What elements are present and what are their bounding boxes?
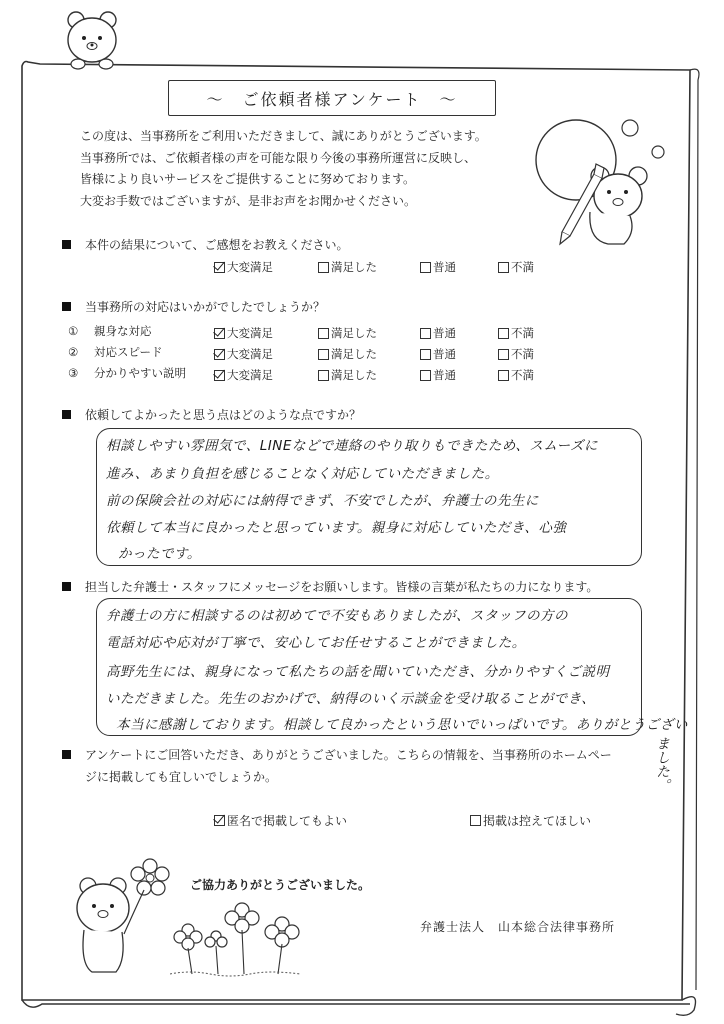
q1-option-normal[interactable] <box>420 259 456 275</box>
option-label: 普通 <box>433 347 456 361</box>
q2-row2-normal[interactable] <box>420 346 456 362</box>
q2-row1-normal[interactable] <box>420 325 456 341</box>
q1-option-very-satisfied[interactable] <box>214 259 273 275</box>
bullet-square-icon <box>62 410 71 419</box>
handwritten-line: 本当に感謝しております。相談して良かったという思いでいっぱいです。ありがとうござい <box>116 717 688 733</box>
option-label: 大変満足 <box>227 368 273 382</box>
option-label: 匿名で掲載してもよい <box>227 814 348 828</box>
option-label: 普通 <box>433 368 456 382</box>
q2-row2-satisfied[interactable] <box>318 346 377 362</box>
checkbox-checked-icon[interactable] <box>214 370 225 381</box>
q2-item-clarity <box>68 365 186 381</box>
checkbox-icon[interactable] <box>420 349 431 360</box>
intro-line: この度は、当事務所をご利用いただきまして、誠にありがとうございます。 <box>80 129 487 143</box>
option-label: 不満 <box>511 326 534 340</box>
q5-option-anonymous[interactable] <box>214 812 347 829</box>
option-label: 普通 <box>433 260 456 274</box>
checkbox-icon[interactable] <box>420 370 431 381</box>
question-text: 依頼してよかったと思う点はどのような点ですか？ <box>85 408 362 422</box>
q2-row1-satisfied[interactable] <box>318 325 377 341</box>
checkbox-icon[interactable] <box>318 262 329 273</box>
option-label: 満足した <box>331 260 377 274</box>
handwritten-line: 相談しやすい雰囲気で、LINEなどで連絡のやり取りもできたため、スムーズに <box>106 438 598 454</box>
checkbox-icon[interactable] <box>498 370 509 381</box>
question-text: 当事務所の対応はいかがでしたでしょうか？ <box>85 300 326 314</box>
q1-option-dissatisfied[interactable] <box>498 259 534 275</box>
checkbox-icon[interactable] <box>420 262 431 273</box>
clover-flowers-icon <box>170 900 310 980</box>
q5-option-decline[interactable] <box>470 812 591 829</box>
handwritten-line: 依頼して本当に良かったと思っています。親身に対応していただき、心強 <box>106 520 567 536</box>
question-text: 本件の結果について、ご感想をお教えください。 <box>85 238 349 252</box>
checkbox-checked-icon[interactable] <box>214 328 225 339</box>
item-label: 分かりやすい説明 <box>94 366 186 380</box>
option-label: 大変満足 <box>227 347 273 361</box>
checkbox-icon[interactable] <box>498 328 509 339</box>
survey-title: ～ ご依頼者様アンケート ～ <box>168 80 496 116</box>
checkbox-checked-icon[interactable] <box>214 349 225 360</box>
intro-line: 皆様により良いサービスをご提供することに努めております。 <box>80 172 416 186</box>
q2-row1-dissatisfied[interactable] <box>498 325 534 341</box>
bullet-square-icon <box>62 582 71 591</box>
option-label: 不満 <box>511 368 534 382</box>
option-label: 普通 <box>433 326 456 340</box>
q2-row2-very-satisfied[interactable] <box>214 346 273 362</box>
question-text: アンケートにご回答いただき、ありがとうございました。こちらの情報を、当事務所のホームペー <box>85 748 612 762</box>
question-text: 担当した弁護士・スタッフにメッセージをお願いします。皆様の言葉が私たちの力になります。 <box>85 580 599 594</box>
bullet-square-icon <box>62 240 71 249</box>
intro-line: 大変お手数ではございますが、是非お声をお聞かせください。 <box>80 193 417 208</box>
bear-peeking-icon <box>62 8 122 72</box>
checkbox-checked-icon[interactable] <box>214 815 225 826</box>
question-good-points <box>62 406 361 423</box>
question-publish <box>62 746 612 763</box>
bear-with-flower-icon <box>72 856 182 978</box>
option-label: 不満 <box>511 347 534 361</box>
option-label: 大変満足 <box>227 260 273 274</box>
option-label: 掲載は控えてほしい <box>483 814 592 828</box>
question-text-cont: ジに掲載しても宜しいでしょうか。 <box>85 770 278 784</box>
question-message <box>62 578 598 595</box>
question-service <box>62 298 325 315</box>
item-number: ① <box>68 324 79 338</box>
q2-row3-dissatisfied[interactable] <box>498 367 534 383</box>
bear-with-pencil-icon <box>512 112 682 252</box>
intro-line: 当事務所では、ご依頼者様の声を可能な限り今後の事務所運営に反映し、 <box>80 150 477 165</box>
handwritten-line: 前の保険会社の対応には納得できず、不安でしたが、弁護士の先生に <box>106 493 539 509</box>
item-label: 親身な対応 <box>94 324 152 338</box>
q1-option-satisfied[interactable] <box>318 259 377 275</box>
firm-name: 弁護士法人 山本総合法律事務所 <box>420 920 616 934</box>
intro-text <box>80 126 540 212</box>
thanks-message: ご協力ありがとうございました。 <box>190 878 371 892</box>
checkbox-icon[interactable] <box>498 349 509 360</box>
handwritten-line: 進み、あまり負担を感じることなく対応していただきました。 <box>106 466 499 482</box>
checkbox-icon[interactable] <box>498 262 509 273</box>
option-label: 満足した <box>331 326 377 340</box>
q2-item-kindness <box>68 323 152 339</box>
q2-row3-satisfied[interactable] <box>318 367 377 383</box>
checkbox-icon[interactable] <box>318 328 329 339</box>
q2-row1-very-satisfied[interactable] <box>214 325 273 341</box>
handwritten-line: 高野先生には、親身になって私たちの話を聞いていただき、分かりやすくご説明 <box>106 664 610 680</box>
option-label: 満足した <box>331 368 377 382</box>
item-number: ② <box>68 345 79 359</box>
handwritten-overflow: ました。 <box>654 736 670 792</box>
q2-item-speed <box>68 344 163 360</box>
q2-row3-normal[interactable] <box>420 367 456 383</box>
handwritten-line: いただきました。先生のおかげで、納得のいく示談金を受け取ることができ、 <box>106 691 596 707</box>
handwritten-line: 電話対応や応対が丁寧で、安心してお任せすることができました。 <box>106 635 526 651</box>
item-number: ③ <box>68 366 79 380</box>
question-result <box>62 236 349 253</box>
handwritten-line: かったです。 <box>118 546 201 562</box>
q2-row3-very-satisfied[interactable] <box>214 367 273 383</box>
bullet-square-icon <box>62 302 71 311</box>
item-label: 対応スピード <box>94 345 163 359</box>
option-label: 大変満足 <box>227 326 273 340</box>
checkbox-icon[interactable] <box>318 370 329 381</box>
checkbox-icon[interactable] <box>470 815 481 826</box>
option-label: 不満 <box>511 260 534 274</box>
bullet-square-icon <box>62 750 71 759</box>
checkbox-icon[interactable] <box>420 328 431 339</box>
checkbox-checked-icon[interactable] <box>214 262 225 273</box>
option-label: 満足した <box>331 347 377 361</box>
q2-row2-dissatisfied[interactable] <box>498 346 534 362</box>
checkbox-icon[interactable] <box>318 349 329 360</box>
handwritten-line: 弁護士の方に相談するのは初めてで不安もありましたが、スタッフの方の <box>106 608 568 624</box>
